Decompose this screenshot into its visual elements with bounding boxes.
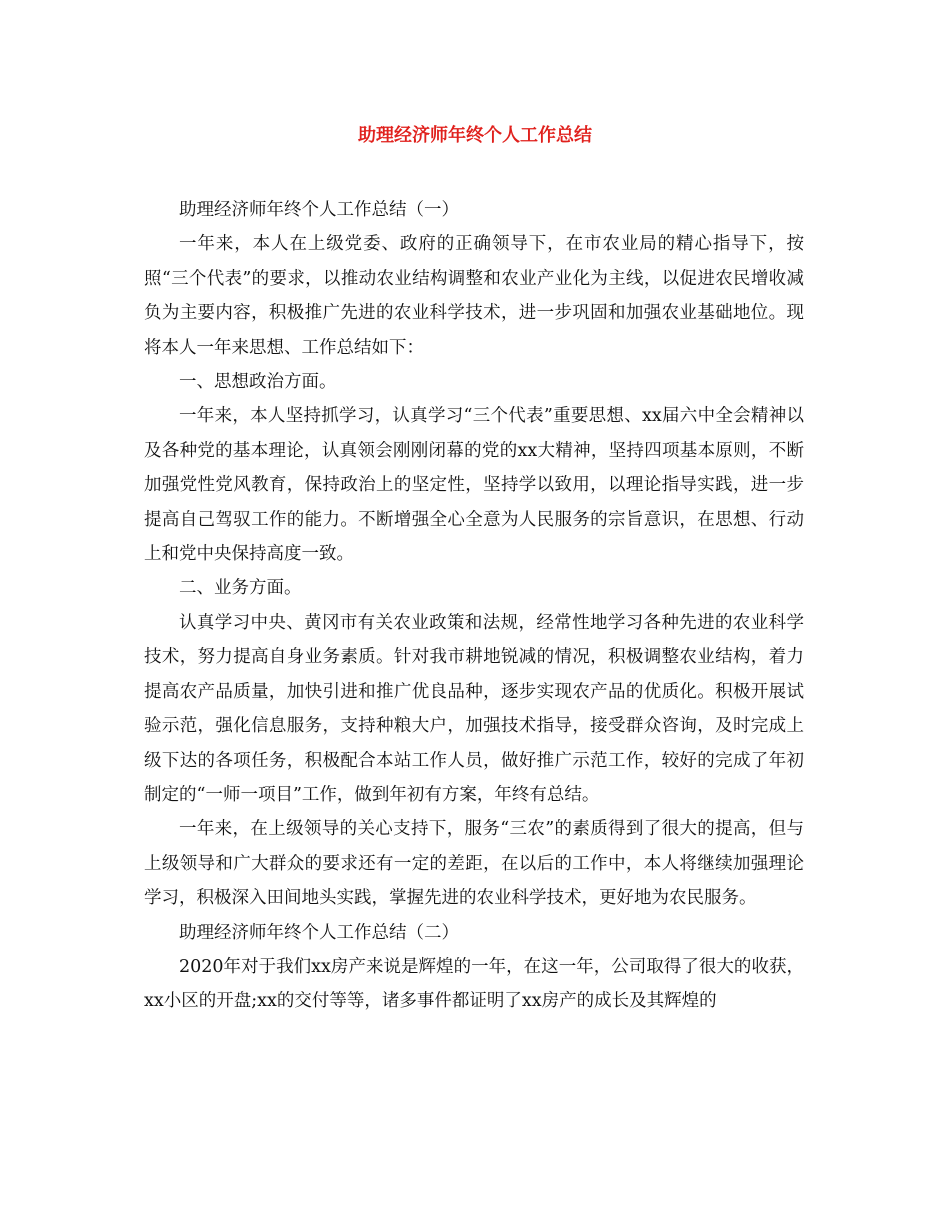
body-paragraph: 一年来，本人在上级党委、政府的正确领导下，在市农业局的精心指导下，按照“三个代表”的要求，以推动农业结构调整和农业产业化为主线，以促进农民增收减负为主要内容，积极推广先进的农业科学技术，进一步巩固和加强农业基础地位。现将本人一年来思想、工作总结如下： <box>144 234 804 358</box>
section-heading-1: 助理经济师年终个人工作总结（一） <box>179 200 459 220</box>
body-paragraph: 一年来，在上级领导的关心支持下，服务“三农”的素质得到了很大的提高，但与上级领导和广大群众的要求还有一定的差距，在以后的工作中，本人将继续加强理论学习，积极深入田间地头实践，掌握先进的农业科学技术，更好地为农民服务。 <box>144 819 804 909</box>
body-paragraph: 一年来，本人坚持抓学习，认真学习“三个代表”重要思想、xx届六中全会精神以及各种党的基本理论，认真领会刚刚闭幕的党的xx大精神，坚持四项基本原则，不断加强党性党风教育，保持政治上的坚定性，坚持学以致用，以理论指导实践，进一步提高自己驾驭工作的能力。不断增强全心全意为人民服务的宗旨意识，在思想、行动上和党中央保持高度一致。 <box>144 406 804 565</box>
document-title: 助理经济师年终个人工作总结 <box>358 125 592 146</box>
subheading-business: 二、业务方面。 <box>179 578 302 599</box>
section-heading-2: 助理经济师年终个人工作总结（二） <box>179 922 459 943</box>
subheading-ideology: 一、思想政治方面。 <box>179 372 337 393</box>
document-body <box>144 193 804 1019</box>
body-paragraph: 认真学习中央、黄冈市有关农业政策和法规，经常性地学习各种先进的农业科学技术，努力提高自身业务素质。针对我市耕地锐减的情况，积极调整农业结构，着力提高农产品质量，加快引进和推广优良品种，逐步实现农产品的优质化。积极开展试验示范，强化信息服务，支持种粮大户，加强技术指导，接受群众咨询，及时完成上级下达的各项任务，积极配合本站工作人员，做好推广示范工作，较好的完成了年初制定的“一师一项目”工作，做到年初有方案，年终有总结。 <box>144 612 804 805</box>
body-paragraph: 2020年对于我们xx房产来说是辉煌的一年，在这一年，公司取得了很大的收获，xx小区的开盘;xx的交付等等，诸多事件都证明了xx房产的成长及其辉煌的 <box>144 956 804 1012</box>
